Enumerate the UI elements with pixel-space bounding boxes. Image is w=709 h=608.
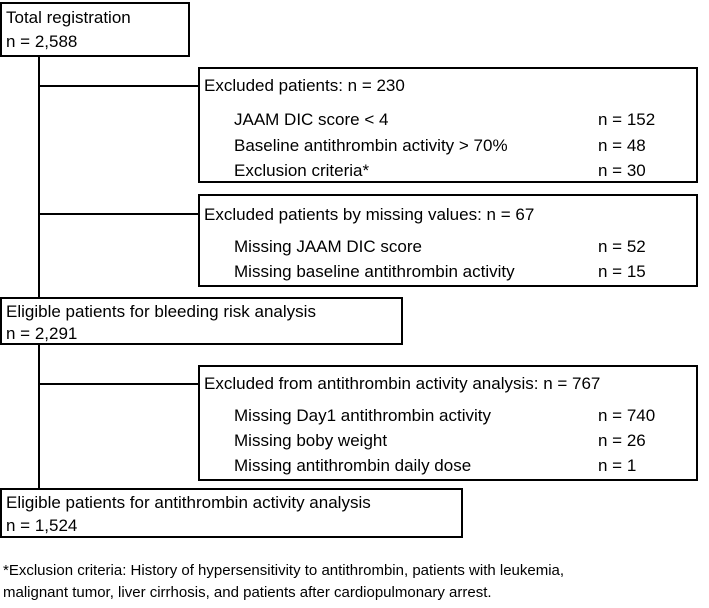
excluded1-row-label: JAAM DIC score < 4 (234, 110, 389, 129)
main-flow-line-upper (38, 56, 40, 298)
excluded1-row-label: Baseline antithrombin activity > 70% (234, 136, 508, 155)
eligible-bleeding-box (0, 297, 403, 345)
excluded2-row-count: n = 15 (598, 262, 646, 281)
eligible-bleeding-count: n = 2,291 (6, 324, 78, 343)
excluded1-row-count: n = 30 (598, 161, 646, 180)
excluded3-row-label: Missing antithrombin daily dose (234, 456, 472, 475)
footnote-line-2: malignant tumor, liver cirrhosis, and patients after cardiopulmonary arrest. (3, 584, 492, 601)
branch-line-excluded2 (38, 213, 198, 215)
excluded3-row-count: n = 1 (598, 456, 637, 475)
excluded-patients-title: Excluded patients: n = 230 (204, 76, 405, 95)
eligible-bleeding-title: Eligible patients for bleeding risk analysis (6, 302, 316, 321)
excluded3-row-label: Missing boby weight (234, 431, 388, 450)
excluded2-row-label: Missing JAAM DIC score (234, 237, 422, 256)
excluded3-row-count: n = 740 (598, 406, 656, 425)
main-flow-line-lower (38, 343, 40, 489)
excluded3-row-label: Missing Day1 antithrombin activity (234, 406, 491, 425)
total-registration-box (0, 2, 190, 57)
branch-line-excluded1 (38, 85, 198, 87)
total-registration-title: Total registration (6, 8, 131, 27)
excluded-missing-values-title: Excluded patients by missing values: n = 67 (204, 205, 535, 224)
excluded1-row-count: n = 152 (598, 110, 656, 129)
excluded2-row-label: Missing baseline antithrombin activity (234, 262, 515, 281)
eligible-antithrombin-title: Eligible patients for antithrombin activity analysis (6, 493, 371, 512)
excluded3-row-count: n = 26 (598, 431, 646, 450)
excluded-antithrombin-title: Excluded from antithrombin activity analysis: n = 767 (204, 374, 601, 393)
footnote-line-1: *Exclusion criteria: History of hypersensitivity to antithrombin, patients with leukemia, (3, 562, 565, 579)
eligible-antithrombin-count: n = 1,524 (6, 516, 78, 535)
excluded2-row-count: n = 52 (598, 237, 646, 256)
excluded-patients-box (198, 67, 698, 183)
excluded-missing-values-box (198, 194, 698, 287)
branch-line-excluded3 (38, 383, 198, 385)
excluded1-row-label: Exclusion criteria* (234, 161, 370, 180)
eligible-antithrombin-box (0, 488, 463, 538)
excluded-antithrombin-box (198, 365, 698, 481)
total-registration-count: n = 2,588 (6, 32, 78, 51)
excluded1-row-count: n = 48 (598, 136, 646, 155)
